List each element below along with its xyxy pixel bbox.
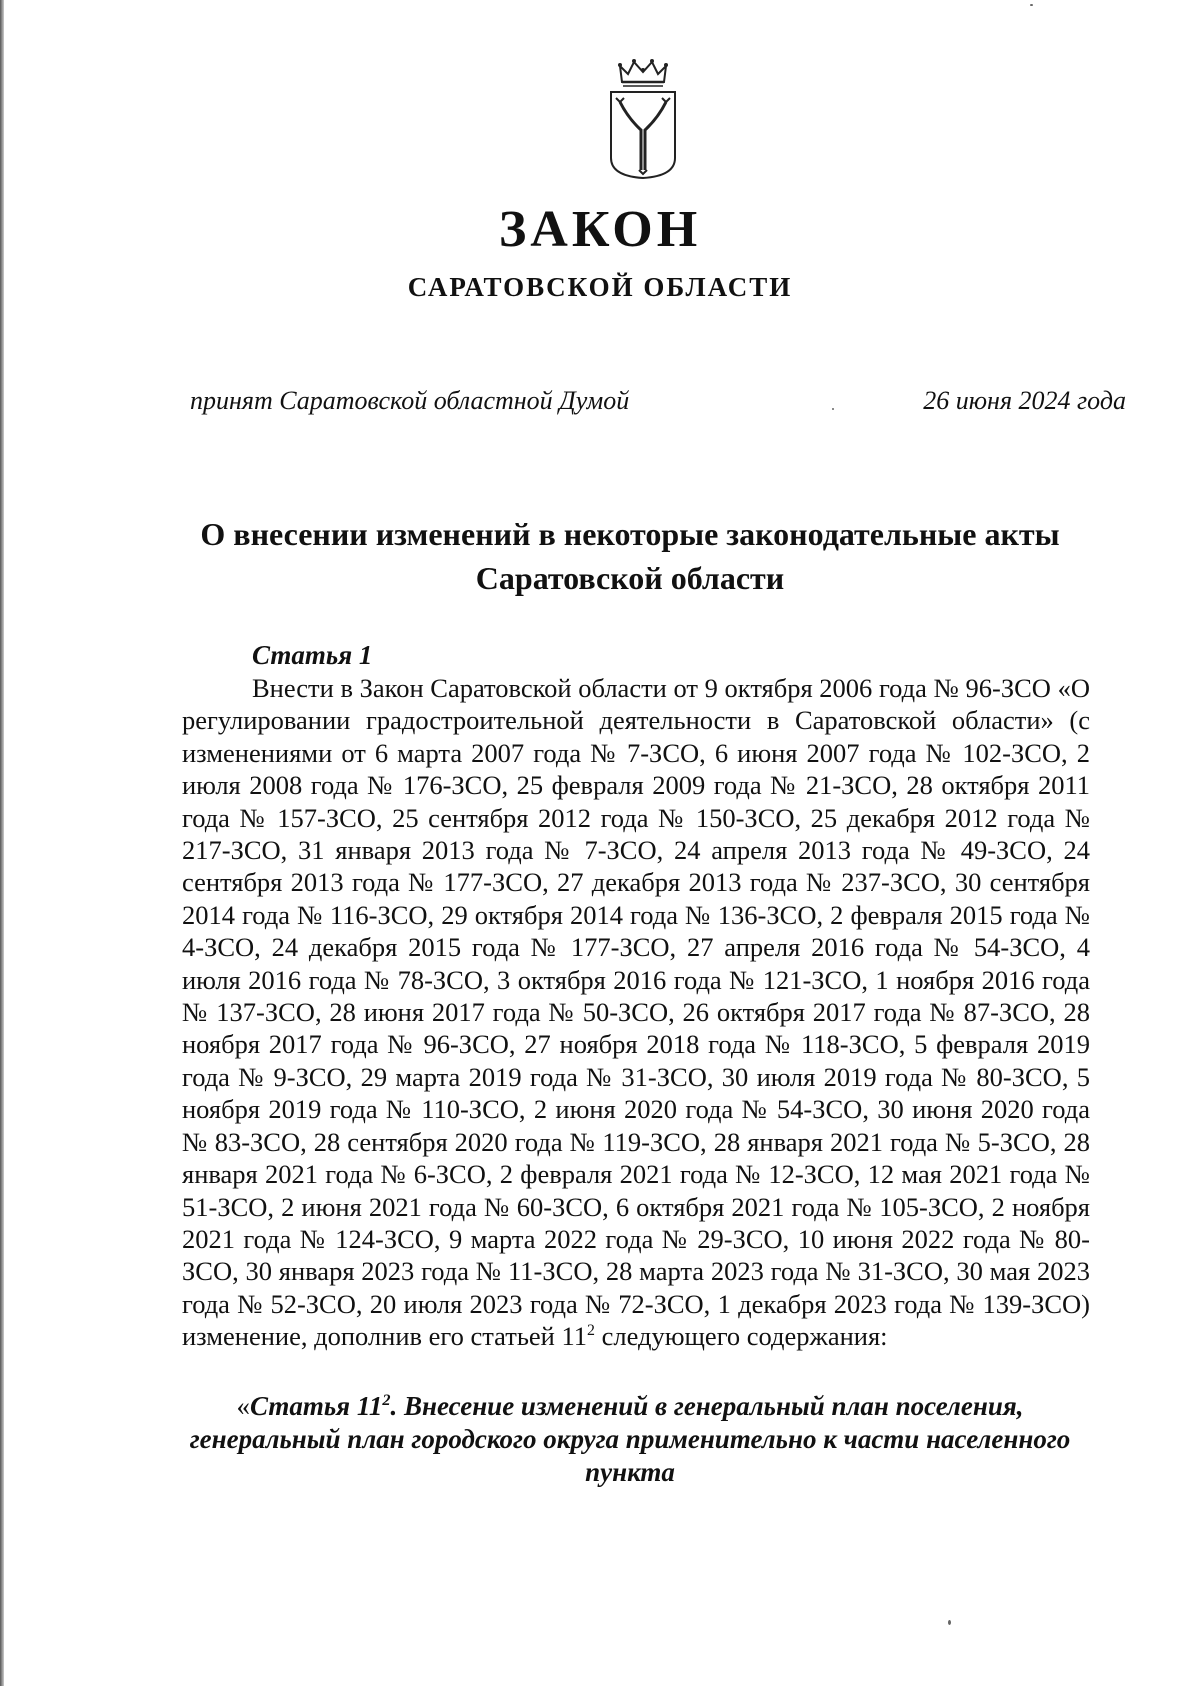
article-1-heading: Статья 1	[252, 640, 373, 670]
adoption-date: 26 июня 2024 года	[923, 386, 1126, 415]
quoted-article-title	[160, 1390, 1100, 1489]
article-number-superscript: 2	[587, 1322, 595, 1340]
law-subtitle: САРАТОВСКОЙ ОБЛАСТИ	[407, 272, 793, 302]
adopted-by: принят Саратовской областной Думой	[190, 386, 630, 415]
quoted-article-title-part2: . Внесение изменений в генеральный план поселения, генеральный план городского округа применительно к части населенного пункта	[189, 1391, 1071, 1487]
article-1-body	[182, 672, 1090, 1353]
law-title: ЗАКОН	[498, 201, 702, 258]
scan-speck	[1030, 4, 1033, 6]
quoted-article-title-part1: Статья 11	[249, 1391, 383, 1421]
scan-speck	[948, 1620, 951, 1625]
document-title: О внесении изменений в некоторые законодательные акты Саратовской области	[200, 516, 1060, 596]
scan-speck	[832, 408, 834, 410]
article-1-body-main: Внести в Закон Саратовской области от 9 октября 2006 года № 96-ЗСО «О регулировании градостроительной деятельности в Саратовской области» (с изменениями от 6 марта 2007 года № 7-ЗСО, 6 июня 2007 года № 102-ЗСО, 2 июля 2008 года № 176-ЗСО, 25 февраля 2009 года № 21-ЗСО, 28 октября 2011 года № 157-ЗСО, 25 сентября 2012 года № 150-ЗСО, 25 декабря 2012 года № 217-ЗСО, 31 января 2013 года № 7-ЗСО, 24 апреля 2013 года № 49-ЗСО, 24 сентября 2013 года № 177-ЗСО, 27 декабря 2013 года № 237-ЗСО, 30 сентября 2014 года № 116-ЗСО, 29 октября 2014 года № 136-ЗСО, 2 февраля 2015 года № 4-ЗСО, 24 декабря 2015 года № 177-ЗСО, 27 апреля 2016 года № 54-ЗСО, 4 июля 2016 года № 78-ЗСО, 3 октября 2016 года № 121-ЗСО, 1 ноября 2016 года № 137-ЗСО, 28 июня 2017 года № 50-ЗСО, 26 октября 2017 года № 87-ЗСО, 28 ноября 2017 года № 96-ЗСО, 27 ноября 2018 года № 118-ЗСО, 5 февраля 2019 года № 9-ЗСО, 29 марта 2019 года № 31-ЗСО, 30 июля 2019 года № 80-ЗСО, 5 ноября 2019 года № 110-ЗСО, 2 июня 2020 года № 54-ЗСО, 30 июня 2020 года № 83-ЗСО, 28 сентября 2020 года № 119-ЗСО, 28 января 2021 года № 5-ЗСО, 28 января 2021 года № 6-ЗСО, 2 февраля 2021 года № 12-ЗСО, 12 мая 2021 года № 51-ЗСО, 2 июня 2021 года № 60-ЗСО, 6 октября 2021 года № 105-ЗСО, 2 ноября 2021 года № 124-ЗСО, 9 марта 2022 года № 29-ЗСО, 10 июня 2022 года № 80-ЗСО, 30 января 2023 года № 11-ЗСО, 28 марта 2023 года № 31-ЗСО, 30 мая 2023 года № 52-ЗСО, 20 июля 2023 года № 72-ЗСО, 1 декабря 2023 года № 139-ЗСО) изменение, дополнив его статьей 11	[182, 673, 1090, 1352]
saratov-coat-of-arms-icon	[606, 58, 680, 180]
quoted-article-superscript: 2	[382, 1391, 391, 1409]
open-quote: «	[236, 1391, 250, 1421]
article-1-body-tail: следующего содержания:	[594, 1321, 888, 1352]
